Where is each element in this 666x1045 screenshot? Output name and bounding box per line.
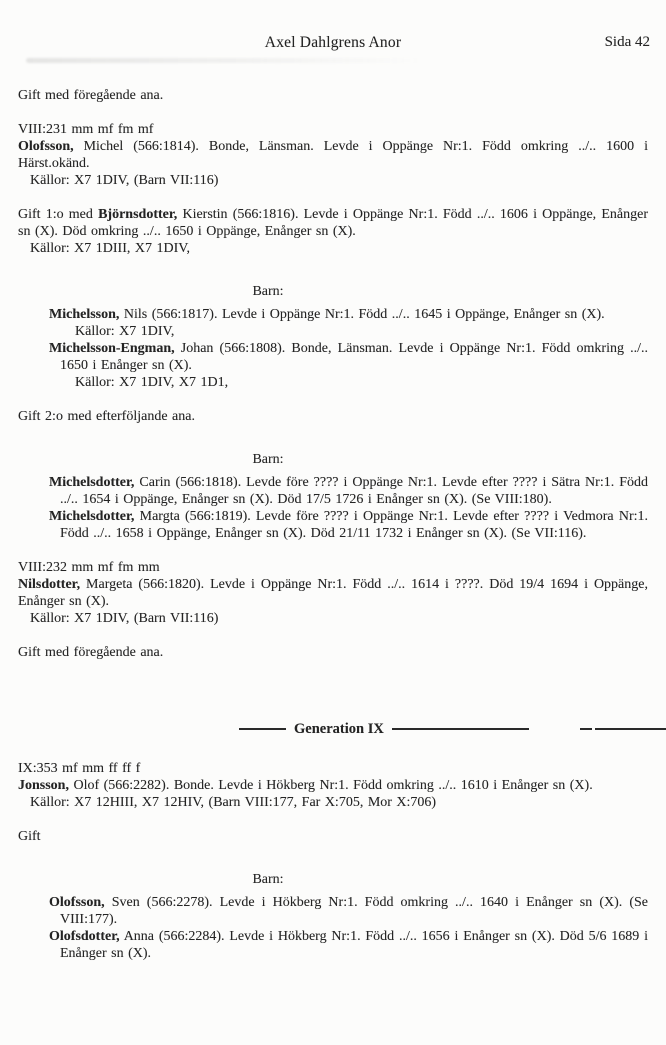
page-header <box>0 0 666 54</box>
text-segment: Gift <box>18 829 41 844</box>
ancestor-code <box>18 121 648 138</box>
child-record <box>18 474 648 508</box>
text-segment: Källor: X7 1DIV, (Barn VII:116) <box>30 611 219 626</box>
child-sources-line <box>18 323 648 340</box>
person-name: Björnsdotter, <box>98 207 178 222</box>
divider-line <box>239 728 286 730</box>
text-segment: Carin (566:1818). Levde före ???? i Oppänge Nr:1. Levde efter ???? i Sätra Nr:1. Född ../.. 1654 i Oppänge, Enånger sn (X). Död 17/5 1726 i Enånger sn (X). (Se VIII:180). <box>60 475 648 507</box>
sources-line <box>18 610 648 627</box>
person-name: Olofsdotter, <box>49 929 120 944</box>
text-segment: Nils (566:1817). Levde i Oppänge Nr:1. Född ../.. 1645 i Oppänge, Enånger sn (X). <box>119 307 605 322</box>
ancestor-code <box>18 559 648 576</box>
text-segment: Sven (566:2278). Levde i Hökberg Nr:1. Född omkring ../.. 1640 i Enånger sn (X). (Se VIII:177). <box>60 895 648 927</box>
text-segment: Gift med föregående ana. <box>18 88 164 103</box>
text-segment: Barn: <box>252 284 284 299</box>
text-segment: Källor: X7 1DIII, X7 1DIV, <box>30 241 191 256</box>
text-segment: Barn: <box>252 452 284 467</box>
text-segment: Källor: X7 12HIII, X7 12HIV, (Barn VIII:177, Far X:705, Mor X:706) <box>30 795 437 810</box>
children-header <box>18 451 518 468</box>
marriage-note <box>18 87 648 104</box>
child-record <box>18 340 648 374</box>
text-segment: Kierstin (566:1816). Levde i Oppänge Nr:1. Född ../.. 1606 i Oppänge, Enånger sn (X). Död omkring ../.. 1650 i Oppänge, Enånger sn (X). <box>18 207 649 239</box>
document-title: Axel Dahlgrens Anor <box>264 34 402 51</box>
person-name: Michelsson-Engman, <box>49 341 175 356</box>
children-header <box>18 283 518 300</box>
sources-line <box>18 240 648 257</box>
text-segment: Anna (566:2284). Levde i Hökberg Nr:1. Född ../.. 1656 i Enånger sn (X). Död 5/6 1689 i Enånger sn (X). <box>60 929 648 961</box>
person-name: Jonsson, <box>18 778 69 793</box>
text-segment: Gift 1:o med <box>18 207 99 222</box>
marriage-note <box>18 828 648 845</box>
children-header <box>18 871 518 888</box>
page-number: Sida 42 <box>604 34 650 50</box>
text-segment: Källor: X7 1DIV, X7 1D1, <box>75 375 229 390</box>
text-segment: Olof (566:2282). Bonde. Levde i Hökberg Nr:1. Född omkring ../.. 1610 i Enånger sn (X). <box>68 778 593 793</box>
child-record <box>18 508 648 542</box>
text-segment: Margeta (566:1820). Levde i Oppänge Nr:1. Född ../.. 1614 i ????. Död 19/4 1694 i Oppänge, Enånger sn (X). <box>18 577 648 609</box>
ancestor-code <box>18 760 648 777</box>
text-segment: Gift 2:o med efterföljande ana. <box>18 409 195 424</box>
text-segment: Källor: X7 1DIV, (Barn VII:116) <box>30 173 219 188</box>
divider-line <box>392 728 529 730</box>
person-name: Olofsson, <box>18 139 74 154</box>
person-name: Michelsson, <box>49 307 120 322</box>
person-name: Nilsdotter, <box>18 577 81 592</box>
text-segment: VIII:232 mm mf fm mm <box>18 560 160 575</box>
text-segment: Michel (566:1814). Bonde, Länsman. Levde i Oppänge Nr:1. Född omkring ../.. 1600 i Härst.okänd. <box>18 139 648 171</box>
text-segment: Barn: <box>252 872 284 887</box>
marriage-note <box>18 644 648 661</box>
text-segment: IX:353 mf mm ff ff f <box>18 761 141 776</box>
marriage-note <box>18 206 648 240</box>
document-body <box>0 87 666 962</box>
child-record <box>18 306 648 323</box>
text-segment: VIII:231 mm mf fm mf <box>18 122 154 137</box>
ancestor-record <box>18 576 648 610</box>
generation-heading <box>18 720 666 738</box>
sources-line <box>18 172 648 189</box>
person-name: Olofsson, <box>49 895 105 910</box>
text-segment: Margta (566:1819). Levde före ???? i Oppänge Nr:1. Levde efter ???? i Vedmora Nr:1. Född ../.. 1658 i Oppänge, Enånger sn (X). Död 21/11 1732 i Enånger sn (X). (Se VII:116). <box>60 509 648 541</box>
divider-line <box>595 728 666 730</box>
scan-artifact <box>26 58 421 63</box>
generation-title: Generation IX <box>294 720 384 737</box>
child-sources-line <box>18 374 648 391</box>
marriage-note <box>18 408 648 425</box>
divider-dash <box>580 728 592 730</box>
text-segment: Källor: X7 1DIV, <box>75 324 175 339</box>
ancestor-record <box>18 777 648 794</box>
text-segment: Johan (566:1808). Bonde, Länsman. Levde i Oppänge Nr:1. Född omkring ../.. 1650 i Enånger sn (X). <box>60 341 648 373</box>
ancestor-record <box>18 138 648 172</box>
child-record <box>18 928 648 962</box>
person-name: Michelsdotter, <box>49 509 135 524</box>
child-record <box>18 894 648 928</box>
text-segment: Gift med föregående ana. <box>18 645 164 660</box>
sources-line <box>18 794 648 811</box>
person-name: Michelsdotter, <box>49 475 135 490</box>
